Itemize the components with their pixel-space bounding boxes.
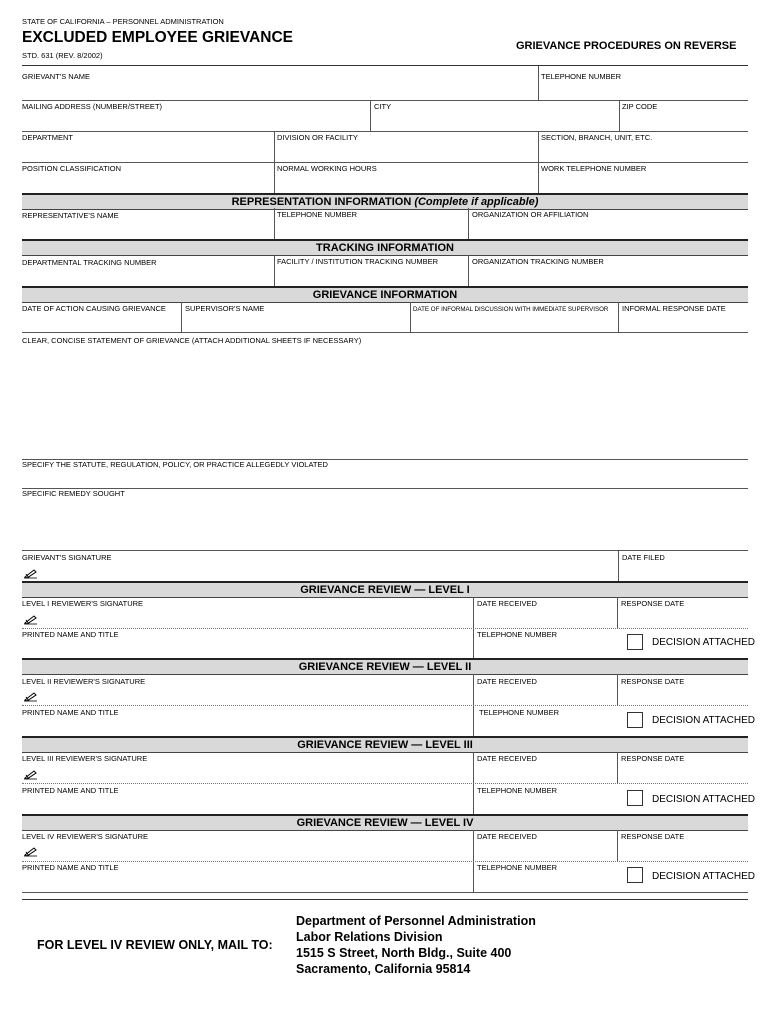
- organization-tracking-label: ORGANIZATION TRACKING NUMBER: [472, 257, 604, 266]
- divider: [618, 302, 619, 332]
- level-2-date-received-label: DATE RECEIVED: [477, 677, 537, 686]
- divider: [370, 100, 371, 131]
- department-label: DEPARTMENT: [22, 133, 73, 142]
- divider: [538, 66, 539, 100]
- level-4-date-received-label: DATE RECEIVED: [477, 832, 537, 841]
- mail-address-line-4: Sacramento, California 95814: [296, 962, 471, 976]
- tracking-heading: TRACKING INFORMATION: [22, 239, 748, 256]
- row-line: [22, 131, 748, 132]
- signature-pen-icon: [24, 568, 38, 579]
- divider: [617, 597, 618, 628]
- divider: [468, 208, 469, 239]
- level-1-telephone-label: TELEPHONE NUMBER: [477, 630, 558, 639]
- grievance-heading: GRIEVANCE INFORMATION: [22, 286, 748, 303]
- mail-address-line-2: Labor Relations Division: [296, 930, 443, 944]
- divider: [617, 674, 618, 705]
- position-label: POSITION CLASSIFICATION: [22, 164, 122, 173]
- divider: [538, 162, 539, 193]
- divider: [468, 255, 469, 286]
- row-line: [22, 550, 748, 551]
- level-3-telephone-label: TELEPHONE NUMBER: [477, 786, 558, 795]
- level-2-response-date-label: RESPONSE DATE: [621, 677, 685, 686]
- divider: [274, 162, 275, 193]
- mail-address-line-1: Department of Personnel Administration: [296, 914, 536, 928]
- divider: [617, 752, 618, 783]
- row-line: [22, 783, 748, 784]
- informal-response-label: INFORMAL RESPONSE DATE: [622, 304, 726, 313]
- row-line: [22, 892, 748, 893]
- division-label: DIVISION OR FACILITY: [277, 133, 358, 142]
- rep-name-label: REPRESENTATIVE'S NAME: [22, 211, 119, 220]
- level-4-decision-checkbox[interactable]: [627, 867, 643, 883]
- divider: [274, 131, 275, 162]
- level-2-decision-checkbox[interactable]: [627, 712, 643, 728]
- level-2-telephone-label: TELEPHONE NUMBER: [479, 708, 560, 717]
- section-label: SECTION, BRANCH, UNIT, ETC.: [541, 133, 653, 142]
- facility-tracking-label: FACILITY / INSTITUTION TRACKING NUMBER: [277, 257, 438, 266]
- procedures-note: GRIEVANCE PROCEDURES ON REVERSE: [516, 40, 737, 52]
- review-level-3-heading: GRIEVANCE REVIEW — LEVEL III: [22, 736, 748, 753]
- rep-organization-label: ORGANIZATION OR AFFILIATION: [472, 210, 589, 219]
- telephone-label: TELEPHONE NUMBER: [541, 72, 622, 81]
- level-3-decision-label: DECISION ATTACHED: [652, 794, 755, 805]
- level-2-decision-label: DECISION ATTACHED: [652, 715, 755, 726]
- supervisor-label: SUPERVISOR'S NAME: [185, 304, 265, 313]
- review-level-2-heading: GRIEVANCE REVIEW — LEVEL II: [22, 658, 748, 675]
- level-3-printed-name-label: PRINTED NAME AND TITLE: [22, 786, 119, 795]
- level-1-decision-checkbox[interactable]: [627, 634, 643, 650]
- departmental-tracking-label: DEPARTMENTAL TRACKING NUMBER: [22, 258, 157, 267]
- representation-heading-note: (Complete if applicable): [414, 196, 539, 208]
- row-line: [22, 100, 748, 101]
- level-3-signature-label: LEVEL III REVIEWER'S SIGNATURE: [22, 754, 148, 763]
- date-informal-label: DATE OF INFORMAL DISCUSSION WITH IMMEDIATE SUPERVISOR: [413, 306, 609, 313]
- mail-to-label: FOR LEVEL IV REVIEW ONLY, MAIL TO:: [37, 938, 273, 952]
- level-1-response-date-label: RESPONSE DATE: [621, 599, 685, 608]
- representation-heading-text: REPRESENTATION INFORMATION: [231, 196, 412, 208]
- grievant-name-label: GRIEVANT'S NAME: [22, 72, 90, 81]
- level-2-signature-label: LEVEL II REVIEWER'S SIGNATURE: [22, 677, 146, 686]
- row-line: [22, 861, 748, 862]
- level-2-printed-name-label: PRINTED NAME AND TITLE: [22, 708, 119, 717]
- divider: [618, 550, 619, 581]
- statute-label: SPECIFY THE STATUTE, REGULATION, POLICY, OR PRACTICE ALLEGEDLY VIOLATED: [22, 460, 328, 469]
- row-line: [22, 162, 748, 163]
- rep-telephone-label: TELEPHONE NUMBER: [277, 210, 358, 219]
- agency-name: STATE OF CALIFORNIA – PERSONNEL ADMINISTRATION: [22, 17, 224, 26]
- level-4-signature-label: LEVEL IV REVIEWER'S SIGNATURE: [22, 832, 149, 841]
- level-4-printed-name-label: PRINTED NAME AND TITLE: [22, 863, 119, 872]
- date-action-label: DATE OF ACTION CAUSING GRIEVANCE: [22, 304, 166, 313]
- divider: [410, 302, 411, 332]
- review-level-4-heading: GRIEVANCE REVIEW — LEVEL IV: [22, 814, 748, 831]
- form-title: EXCLUDED EMPLOYEE GRIEVANCE: [22, 29, 294, 46]
- statement-label: CLEAR, CONCISE STATEMENT OF GRIEVANCE (ATTACH ADDITIONAL SHEETS IF NECESSARY): [22, 336, 362, 345]
- form-number: STD. 631 (REV. 8/2002): [22, 51, 103, 60]
- review-level-1-heading: GRIEVANCE REVIEW — LEVEL I: [22, 581, 748, 598]
- level-4-decision-label: DECISION ATTACHED: [652, 871, 755, 882]
- row-line: [22, 488, 748, 489]
- representation-heading: [22, 193, 748, 210]
- grievant-signature-label: GRIEVANT'S SIGNATURE: [22, 553, 112, 562]
- remedy-label: SPECIFIC REMEDY SOUGHT: [22, 489, 125, 498]
- hours-label: NORMAL WORKING HOURS: [277, 164, 377, 173]
- signature-pen-icon: [24, 614, 38, 625]
- mailing-address-label: MAILING ADDRESS (NUMBER/STREET): [22, 102, 163, 111]
- city-label: CITY: [374, 102, 392, 111]
- divider: [181, 302, 182, 332]
- level-1-date-received-label: DATE RECEIVED: [477, 599, 537, 608]
- zip-label: ZIP CODE: [622, 102, 658, 111]
- header-rule: [22, 65, 748, 66]
- mail-address-line-3: 1515 S Street, North Bldg., Suite 400: [296, 946, 512, 960]
- level-4-response-date-label: RESPONSE DATE: [621, 832, 685, 841]
- level-3-date-received-label: DATE RECEIVED: [477, 754, 537, 763]
- divider: [538, 131, 539, 162]
- level-3-response-date-label: RESPONSE DATE: [621, 754, 685, 763]
- signature-pen-icon: [24, 691, 38, 702]
- date-filed-label: DATE FILED: [622, 553, 665, 562]
- row-line: [22, 628, 748, 629]
- work-phone-label: WORK TELEPHONE NUMBER: [541, 164, 647, 173]
- row-line: [22, 332, 748, 333]
- signature-pen-icon: [24, 769, 38, 780]
- level-4-telephone-label: TELEPHONE NUMBER: [477, 863, 558, 872]
- signature-pen-icon: [24, 846, 38, 857]
- level-1-signature-label: LEVEL I REVIEWER'S SIGNATURE: [22, 599, 144, 608]
- divider: [274, 208, 275, 239]
- divider: [274, 255, 275, 286]
- level-1-printed-name-label: PRINTED NAME AND TITLE: [22, 630, 119, 639]
- divider: [617, 830, 618, 861]
- level-1-decision-label: DECISION ATTACHED: [652, 637, 755, 648]
- level-3-decision-checkbox[interactable]: [627, 790, 643, 806]
- divider: [619, 100, 620, 131]
- row-line: [22, 705, 748, 706]
- footer-rule: [22, 899, 748, 900]
